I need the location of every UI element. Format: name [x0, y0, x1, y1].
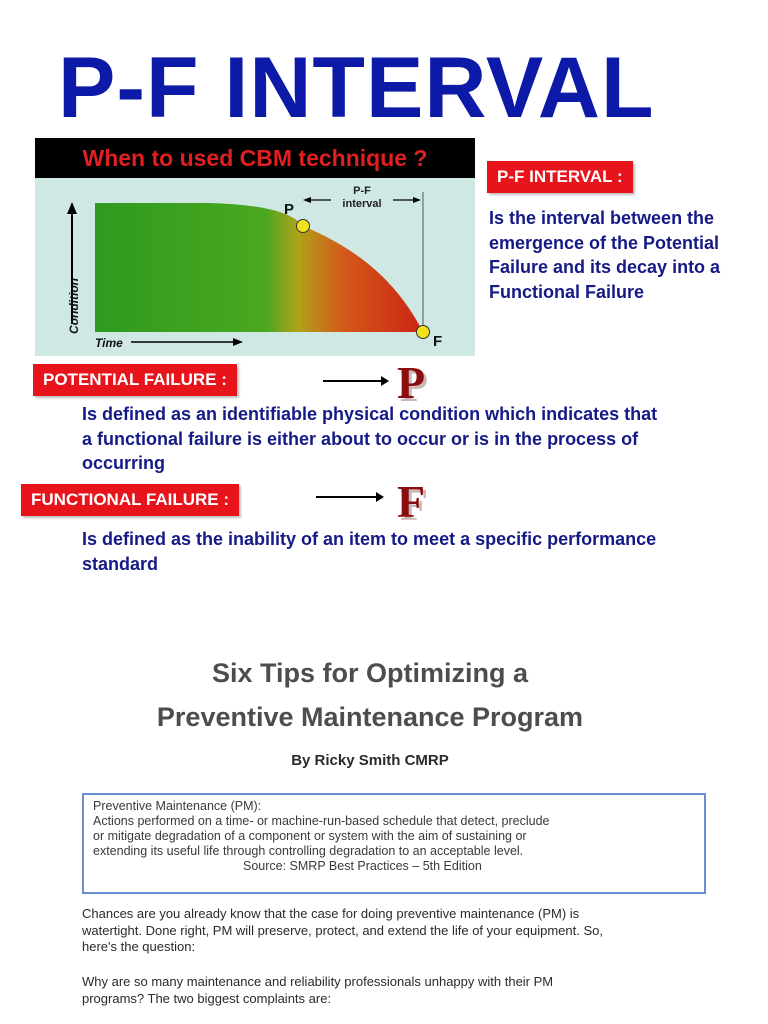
functional-failure-tag: FUNCTIONAL FAILURE : — [21, 484, 239, 516]
potential-letter: P — [397, 357, 426, 408]
functional-arrow — [316, 496, 382, 498]
pf-interval-line: emergence of the Potential — [489, 232, 720, 253]
paragraph-line: programs? The two biggest complaints are: — [82, 990, 332, 1006]
pm-definition-box — [82, 793, 706, 894]
pf-interval-tag: P-F INTERVAL : — [487, 161, 633, 193]
pm-definition-heading: Preventive Maintenance (PM): — [93, 799, 262, 813]
pf-interval-definition — [489, 206, 764, 304]
potential-failure-line: Is defined as an identifiable physical condition which indicates that — [82, 404, 658, 424]
potential-arrow — [323, 380, 387, 382]
pf-curve-diagram — [35, 138, 475, 356]
potential-failure-definition — [82, 402, 762, 476]
p-point-marker — [297, 220, 310, 233]
pf-interval-line: Is the interval between the — [489, 208, 715, 228]
f-point-marker — [417, 326, 430, 339]
x-axis-label: Time — [95, 336, 123, 350]
pf-interval-line: Failure and its decay into a — [489, 257, 721, 277]
doc-byline: By Ricky Smith CMRP — [291, 752, 449, 769]
condition-curve-area — [95, 203, 423, 332]
interval-arrowhead-right — [413, 197, 421, 203]
pm-definition-line: or mitigate degradation of a component or system with the aim of sustaining or — [93, 829, 527, 843]
doc-title-line2: Preventive Maintenance Program — [156, 702, 584, 732]
pm-definition-source: Source: SMRP Best Practices – 5th Edition — [243, 859, 482, 873]
figure-banner: When to used CBM technique ? — [35, 138, 475, 178]
pf-interval-line: Functional Failure — [489, 281, 645, 302]
potential-failure-tag: POTENTIAL FAILURE : — [33, 364, 237, 396]
functional-failure-line: standard — [82, 553, 159, 574]
paragraph-line: watertight. Done right, PM will preserve, protect, and extend the life of your equipment. So, — [82, 922, 603, 938]
functional-failure-line: Is defined as the inability of an item to meet a specific performance — [82, 529, 657, 549]
p-point-label: P — [284, 201, 295, 218]
potential-failure-line: a functional failure is either about to occur or is in the process of — [82, 428, 639, 449]
paragraph-line: Why are so many maintenance and reliability professionals unhappy with their PM — [82, 974, 554, 989]
page-title: P-F INTERVAL — [58, 40, 655, 136]
pm-definition-line: extending its useful life through controlling degradation to an acceptable level. — [93, 844, 524, 858]
interval-label-line2: interval — [342, 198, 382, 210]
x-axis-arrowhead — [233, 338, 243, 346]
y-axis-label: Condition — [67, 278, 81, 334]
functional-letter: F — [397, 476, 426, 527]
paragraph-line: here's the question: — [82, 939, 196, 954]
potential-failure-line: occurring — [82, 453, 166, 473]
f-point-label: F — [433, 333, 443, 350]
y-axis-arrowhead — [67, 202, 77, 214]
pm-definition-line: Actions performed on a time- or machine-run-based schedule that detect, preclude — [93, 814, 550, 828]
paragraph-line: Chances are you already know that the case for doing preventive maintenance (PM) is — [82, 906, 580, 921]
interval-arrowhead-left — [303, 197, 311, 203]
pf-curve-figure — [35, 138, 475, 356]
doc-paragraph-2 — [82, 974, 553, 1007]
functional-failure-definition — [82, 527, 762, 576]
doc-paragraph-1 — [82, 906, 603, 956]
doc-title-line1: Six Tips for Optimizing a — [211, 658, 529, 688]
interval-label-line1: P-F — [353, 185, 371, 197]
